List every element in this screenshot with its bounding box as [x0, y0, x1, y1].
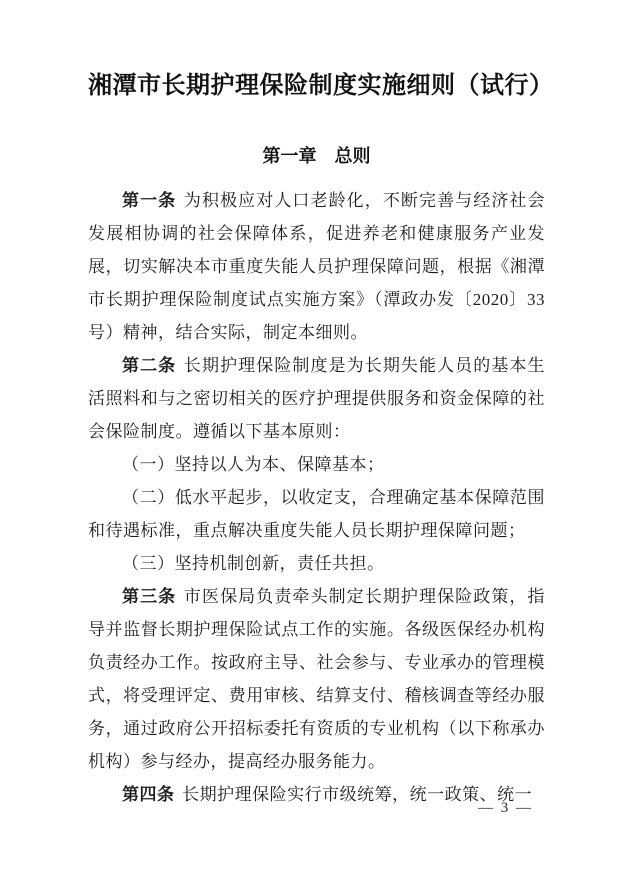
article-label: 第一条 [122, 191, 177, 210]
paragraph-article-1 [88, 184, 545, 349]
article-label: 第二条 [122, 356, 177, 375]
article-label: 第四条 [122, 785, 175, 804]
article-label: 第三条 [122, 587, 177, 606]
paragraph-article-4 [88, 778, 545, 811]
paragraph-text: （三）坚持机制创新，责任共担。 [122, 554, 385, 573]
page-number: — 3 — [478, 800, 533, 816]
chapter-heading: 第一章 总则 [262, 146, 371, 166]
paragraph-text: （二）低水平起步，以收定支，合理确定基本保障范围和待遇标准，重点解决重度失能人员长期护理保障问题； [88, 488, 545, 540]
paragraph-principle-1 [88, 448, 545, 481]
document-body [88, 184, 545, 811]
paragraph-text: 为积极应对人口老龄化，不断完善与经济社会发展相协调的社会保障体系，促进养老和健康服务产业发展，切实解决本市重度失能人员护理保障问题，根据《湘潭市长期护理保险制度试点实施方案》（潭政办发〔2020〕33号）精神，结合实际，制定本细则。 [88, 191, 546, 342]
paragraph-principle-2 [88, 481, 545, 547]
document-title: 湘潭市长期护理保险制度实施细则（试行） [88, 73, 554, 99]
paragraph-article-3 [88, 580, 545, 778]
paragraph-text: 长期护理保险制度是为长期失能人员的基本生活照料和与之密切相关的医疗护理提供服务和资金保障的社会保险制度。遵循以下基本原则： [88, 356, 546, 441]
paragraph-text: （一）坚持以人为本、保障基本； [122, 455, 385, 474]
paragraph-article-2 [88, 349, 545, 448]
paragraph-text: 长期护理保险实行市级统筹，统一政策、统一 [182, 785, 533, 804]
paragraph-principle-3 [88, 547, 545, 580]
paragraph-text: 市医保局负责牵头制定长期护理保险政策，指导并监督长期护理保险试点工作的实施。各级医保经办机构负责经办工作。按政府主导、社会参与、专业承办的管理模式，将受理评定、费用审核、结算支付、稽核调查等经办服务，通过政府公开招标委托有资质的专业机构（以下称承办机构）参与经办，提高经办服务能力。 [88, 587, 546, 771]
